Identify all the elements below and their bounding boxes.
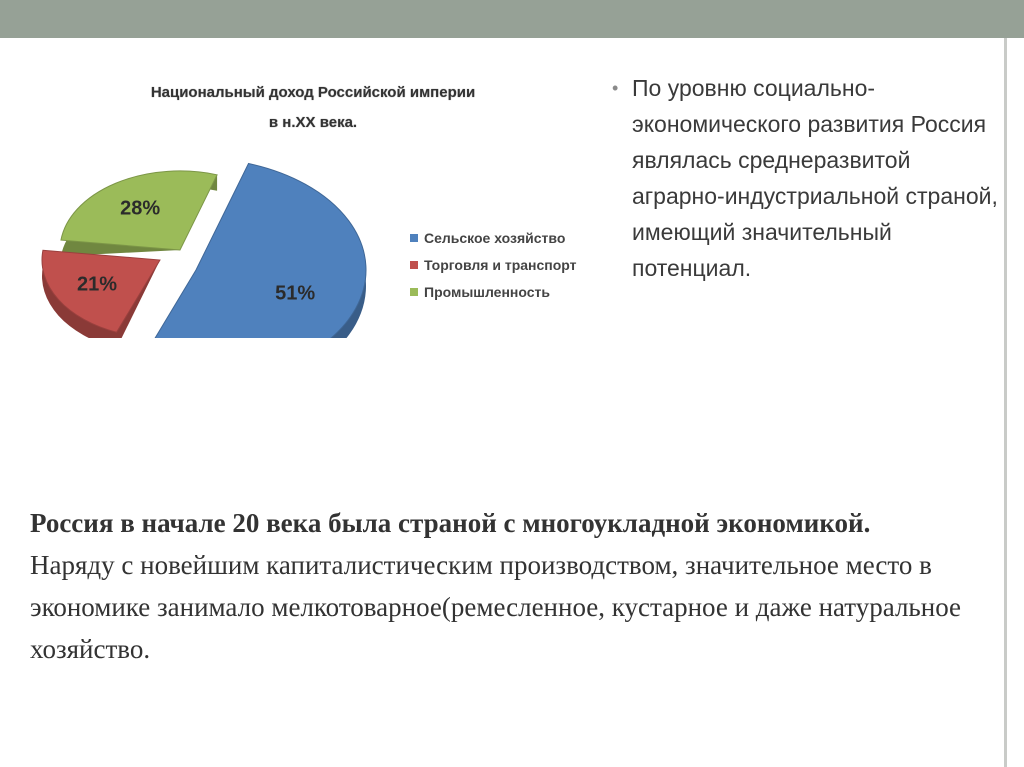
pie-chart xyxy=(18,38,600,338)
bullet-text: По уровню социально-экономического развития Россия являлась среднеразвитой аграрно-индустриальной страной, имеющий значительный потенциал. xyxy=(632,75,998,281)
right-decor-line xyxy=(1004,38,1007,767)
pie-label-1: 21% xyxy=(77,273,118,296)
pie-label-0: 51% xyxy=(275,282,316,305)
top-decor-bar xyxy=(0,0,1024,38)
body-bold-text: Россия в начале 20 века была страной с многоукладной экономикой. xyxy=(30,508,871,538)
chart-image xyxy=(18,38,600,338)
pie-label-2: 28% xyxy=(120,197,161,220)
bullet-marker: • xyxy=(612,78,619,98)
body-normal-text: Наряду с новейшим капиталистическим производством, значительное место в экономике занимало мелкотоварное(ремесленное, кустарное и даже натуральное хозяйство. xyxy=(30,550,962,664)
legend-item-2 xyxy=(410,284,550,300)
legend-swatch-2 xyxy=(410,288,418,296)
legend-label-1: Торговля и транспорт xyxy=(424,257,577,273)
body-paragraph xyxy=(30,502,990,670)
legend-item-0 xyxy=(410,230,565,246)
bullet-list xyxy=(612,70,1004,286)
legend-swatch-1 xyxy=(410,261,418,269)
legend-swatch-0 xyxy=(410,234,418,242)
chart-title-line-1: Национальный доход Российской империи xyxy=(150,84,476,101)
legend-item-1 xyxy=(410,257,577,273)
legend-label-2: Промышленность xyxy=(424,284,550,300)
chart-title-line-2: в н.XX века. xyxy=(268,114,358,131)
legend-label-0: Сельское хозяйство xyxy=(424,230,566,246)
